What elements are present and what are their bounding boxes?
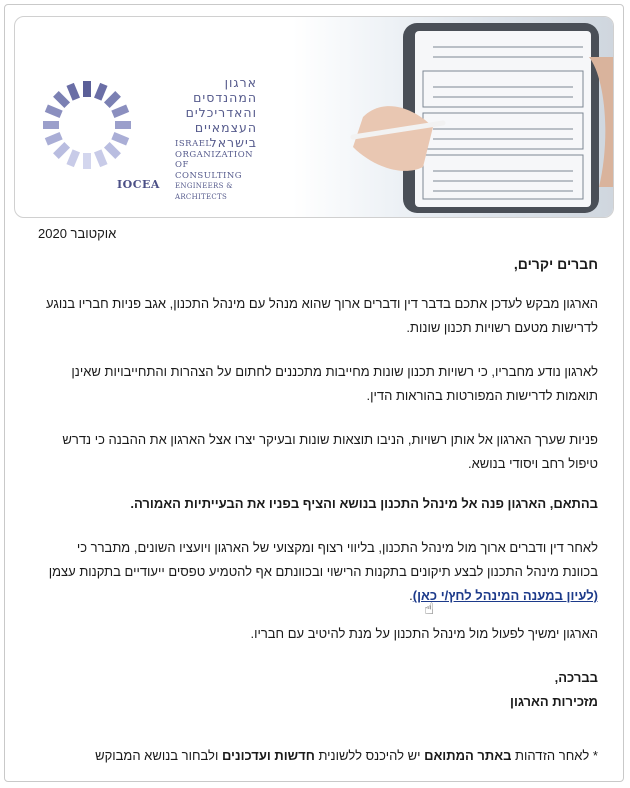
org-hebrew-line: בישראל	[209, 135, 257, 150]
paragraph-6: הארגון ימשיך לפעול מול מינהל התכנון על מנת להיטיב עם חבריו.	[250, 626, 598, 641]
iocea-logo	[37, 75, 257, 201]
letter-date: אוקטובר 2020	[38, 226, 117, 241]
org-hebrew-line: והאדריכלים	[185, 105, 257, 120]
org-english-line: OF CONSULTING	[175, 160, 243, 181]
org-hebrew-line: העצמאיים	[194, 120, 257, 135]
footnote-site: באתר המתואם	[424, 748, 512, 763]
paragraph-5-text: לאחר דין ודברים ארוך מול מינהל התכנון, בליווי רצוף ומקצועי של הארגון ויועציו השונים, מתברר כי בכוונת מינהל התכנון לבצע תיקונים בתקנות הרישוי ובכוונתם אף להטמיע טפסים ייעודיים בתקנות עצמן	[48, 540, 598, 579]
closing: בברכה,	[554, 670, 598, 685]
org-hebrew-line: ארגון המהנדסים	[193, 75, 257, 105]
pointing-hand-icon: ☝	[424, 601, 434, 618]
org-english-line: ENGINEERS & ARCHITECTS	[175, 182, 233, 201]
response-link[interactable]: (לעיון במענה המינהל לחץ/י כאן)	[412, 588, 598, 603]
org-english-line: ORGANIZATION	[175, 149, 254, 160]
paragraph-1: הארגון מבקש לעדכן אתכם בדבר דין ודברים ארוך שהוא מנהל עם מינהל התכנון, אגב פניות חבריו בנוגע לדרישות מטעם רשויות תכנון שונות.	[46, 296, 598, 335]
paragraph-3: פניות שערך הארגון אל אותן רשויות, הניבו תוצאות שונות ובעיקר יצרו אצל הארגון את ההבנה כי נדרש טיפול רחב ויסודי בנושא.	[62, 432, 598, 471]
tablet-photo	[293, 17, 613, 217]
signature: מזכירות הארגון	[510, 694, 598, 709]
org-english-line: ISRAEL	[175, 139, 212, 149]
footnote	[38, 744, 598, 768]
tablet-illustration	[293, 17, 613, 217]
org-acronym: IOCEA	[117, 178, 160, 191]
footnote-part: * לאחר הזדהות	[511, 748, 598, 763]
paragraph-4: בהתאם, הארגון פנה אל מינהל התכנון בנושא והציף בפניו את הבעייתיות האמורה.	[130, 496, 598, 511]
org-name-english	[175, 139, 255, 202]
paragraph-2: לארגון נודע מחבריו, כי רשויות תכנון שונות מחייבות מתכננים לחתום על הצהרות והתחייבויות שאינן תואמות לדרישות המפורטות בהוראות הדין.	[71, 364, 598, 403]
paragraph-5-end: .	[409, 588, 413, 603]
header-banner	[14, 16, 614, 218]
logo-ring-icon	[37, 75, 147, 185]
paragraph-5	[38, 536, 598, 608]
greeting: חברים יקרים,	[513, 256, 598, 272]
footnote-part: ולבחור בנושא המבוקש	[95, 748, 222, 763]
footnote-part: יש להיכנס ללשונית	[314, 748, 425, 763]
footnote-tab: חדשות ועדכונים	[221, 748, 315, 763]
